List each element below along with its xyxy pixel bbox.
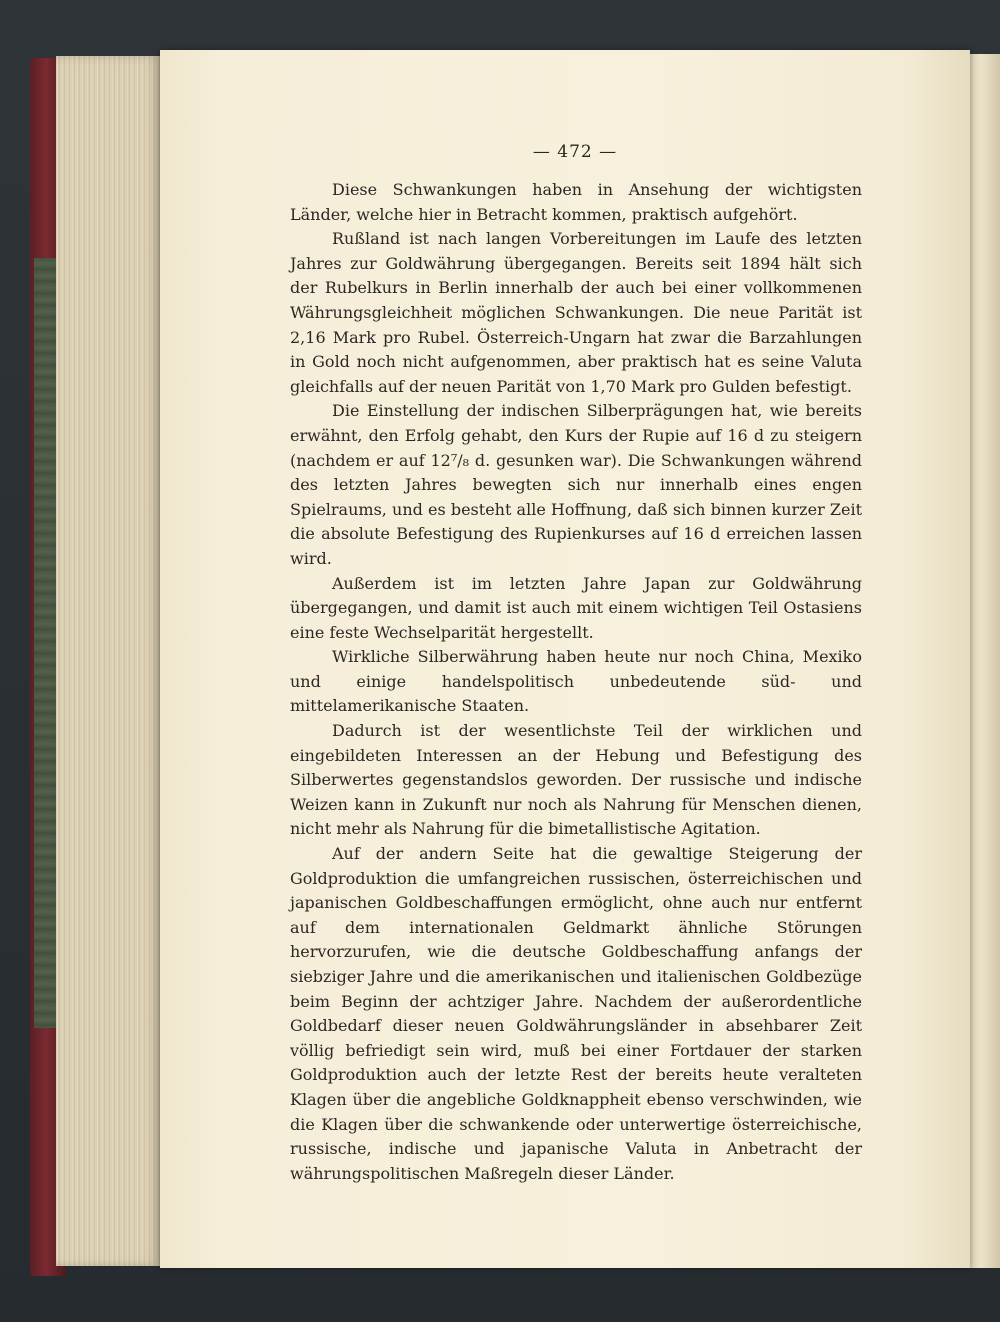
- paragraph: Wirkliche Silberwährung haben heute nur noch China, Mexiko und einige handelspolitisch unbedeutende süd- und mittelamerikanische Staaten.: [290, 647, 862, 716]
- paragraph: Rußland ist nach langen Vorbereitungen im Laufe des letzten Jahres zur Goldwährung übergegangen. Bereits seit 1894 hält sich der Rubelkurs in Berlin innerhalb der auch bei einer vollkommenen Währungsgleichheit möglichen Schwankungen. Die neue Parität ist 2,16 Mark pro Rubel. Österreich-Ungarn hat zwar die Barzahlungen in Gold noch nicht aufgenommen, aber praktisch hat es seine Valuta gleichfalls auf der neuen Parität von 1,70 Mark pro Gulden befestigt.: [290, 229, 862, 396]
- paragraph: Diese Schwankungen haben in Ansehung der wichtigsten Länder, welche hier in Betracht kommen, praktisch aufgehört.: [290, 180, 862, 224]
- page-body: [290, 178, 862, 1186]
- paragraph: Die Einstellung der indischen Silberprägungen hat, wie bereits erwähnt, den Erfolg gehabt, den Kurs der Rupie auf 16 d zu steigern (nachdem er auf 12⁷/₈ d. gesunken war). Die Schwankungen während des letzten Jahres bewegten sich nur innerhalb eines engen Spielraums, und es besteht alle Hoffnung, daß sich binnen kurzer Zeit die absolute Befestigung des Rupienkurses auf 16 d erreichen lassen wird.: [290, 401, 862, 568]
- paragraph: Dadurch ist der wesentlichste Teil der wirklichen und eingebildeten Interessen an der Hebung und Befestigung des Silberwertes gegenstandslos geworden. Der russische und indische Weizen kann in Zukunft nur noch als Nahrung für Menschen dienen, nicht mehr als Nahrung für die bimetallistische Agitation.: [290, 721, 862, 839]
- facing-page-edge: [968, 54, 1000, 1268]
- page-number: — 472 —: [532, 142, 618, 162]
- paragraph: Außerdem ist im letzten Jahre Japan zur Goldwährung übergegangen, und damit ist auch mit einem wichtigen Teil Ostasiens eine feste Wechselparität hergestellt.: [290, 573, 862, 642]
- page-edges: [56, 56, 160, 1266]
- paragraph: Auf der andern Seite hat die gewaltige Steigerung der Goldproduktion die umfangreichen russischen, österreichischen und japanischen Goldbeschaffungen ermöglicht, ohne auch nur entfernt auf dem internationalen Geldmarkt ähnliche Störungen hervorzurufen, wie die deutsche Goldbeschaffung anfangs der siebziger Jahre und die amerikanischen und italienischen Goldbezüge beim Beginn der achtziger Jahre. Nachdem der außerordentliche Goldbedarf dieser neuen Goldwährungsländer in absehbarer Zeit völlig befriedigt sein wird, muß bei einer Fortdauer der starken Goldproduktion auch der letzte Rest der bereits heute veralteten Klagen über die angebliche Goldknappheit ebenso verschwinden, wie die Klagen über die schwankende oder unterwertige österreichische, russische, indische und japanische Valuta in Anbetracht der währungspolitischen Maßregeln dieser Länder.: [290, 844, 862, 1183]
